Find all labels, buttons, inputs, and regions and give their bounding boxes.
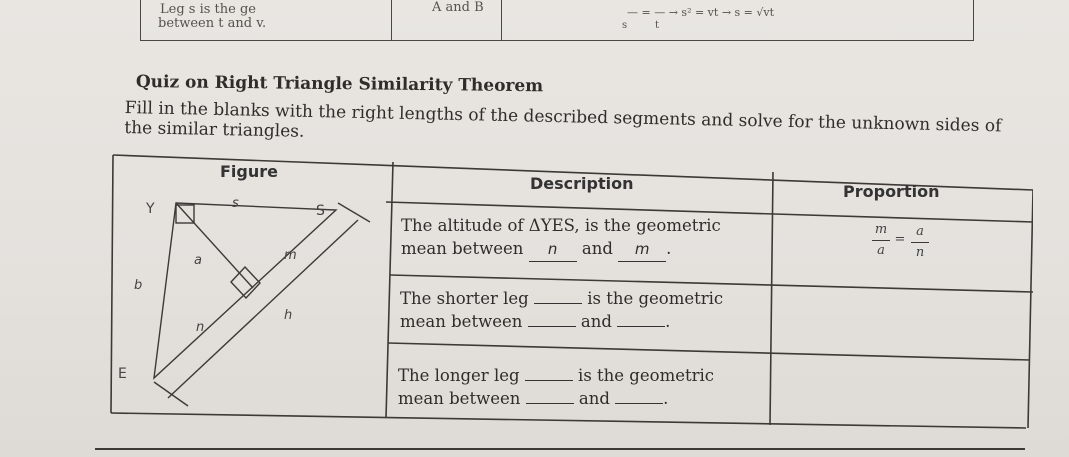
row1-and: and: [581, 239, 613, 258]
prop-den-1: a: [877, 243, 885, 258]
row3-line2: [398, 387, 714, 410]
similarity-table: [108, 150, 1033, 435]
side-s-label: s: [232, 196, 239, 211]
fragment-denom-1: s: [622, 20, 628, 31]
row2-line1: [400, 287, 723, 310]
row1-blank-2[interactable]: m: [618, 238, 666, 262]
row3-blank-3[interactable]: [615, 403, 663, 404]
row3-blank-1[interactable]: [525, 380, 573, 381]
fragment-text-2: between t and v.: [158, 16, 267, 31]
quiz-title: Quiz on Right Triangle Similarity Theorem: [135, 72, 544, 97]
quiz-instructions: Fill in the blanks with the right lengths of the described segments and solve for the unknown sides of the similar triangles.: [124, 98, 1002, 142]
segment-m-label: m: [284, 248, 297, 263]
prop-fraction-bar-1: [872, 240, 890, 241]
row2-blank-2[interactable]: [528, 326, 576, 327]
row1-blank-1[interactable]: n: [529, 238, 577, 262]
prop-num-1: m: [874, 222, 888, 237]
row2-line2: [400, 310, 723, 333]
row1-line1: The altitude of ΔYES, is the geometric: [401, 216, 721, 235]
prop-num-2: a: [916, 224, 924, 239]
fragment-text-3: A and B: [432, 0, 484, 15]
row2-blank-3[interactable]: [617, 326, 665, 327]
side-b-label: b: [134, 278, 143, 293]
fragment-formula: — = — → s² = vt → s = √vt: [627, 6, 775, 19]
prop-equals: =: [894, 232, 906, 247]
extension-line-bottom: [154, 382, 188, 406]
row2-mean-between: mean between: [400, 312, 523, 331]
header-proportion: Proportion: [843, 182, 940, 201]
row2-description: [400, 287, 723, 333]
prop-den-2: n: [915, 245, 925, 260]
row2-and: and: [580, 312, 612, 331]
row2-blank-1[interactable]: [534, 303, 582, 304]
segment-h-label: h: [284, 308, 293, 323]
row3-line1: [398, 364, 714, 387]
row3-mean-between: mean between: [398, 389, 521, 408]
parallel-measure-line: [168, 220, 358, 398]
row2-shorter-leg: The shorter leg: [400, 289, 529, 308]
vertex-y-label: Y: [146, 201, 155, 217]
row2-geometric: is the geometric: [587, 289, 724, 308]
row3-period: .: [663, 389, 669, 408]
triangle-yes: [154, 203, 336, 378]
fragment-text-1: Leg s is the ge: [160, 2, 256, 17]
segment-n-label: n: [196, 320, 205, 335]
row3-description: [398, 364, 714, 410]
extension-line-top: [338, 203, 370, 222]
next-section-edge: [95, 448, 1025, 450]
vertex-s-label: S: [316, 203, 325, 219]
header-description: Description: [530, 174, 634, 193]
row3-geometric: is the geometric: [578, 366, 715, 385]
row2-period: .: [665, 312, 671, 331]
row1-description: [401, 214, 721, 262]
prop-fraction-bar-2: [911, 242, 929, 243]
row3-longer-leg: The longer leg: [398, 366, 520, 385]
row1-line2: [401, 237, 721, 262]
altitude-line: [176, 203, 253, 288]
vertex-e-label: E: [118, 366, 127, 382]
segment-a-label: a: [194, 253, 202, 268]
row3-and: and: [578, 389, 610, 408]
row3-blank-2[interactable]: [526, 403, 574, 404]
fragment-denom-2: t: [655, 20, 660, 31]
header-figure: Figure: [220, 162, 278, 181]
row1-period: .: [666, 239, 672, 258]
row1-mean-between: mean between: [401, 239, 524, 258]
